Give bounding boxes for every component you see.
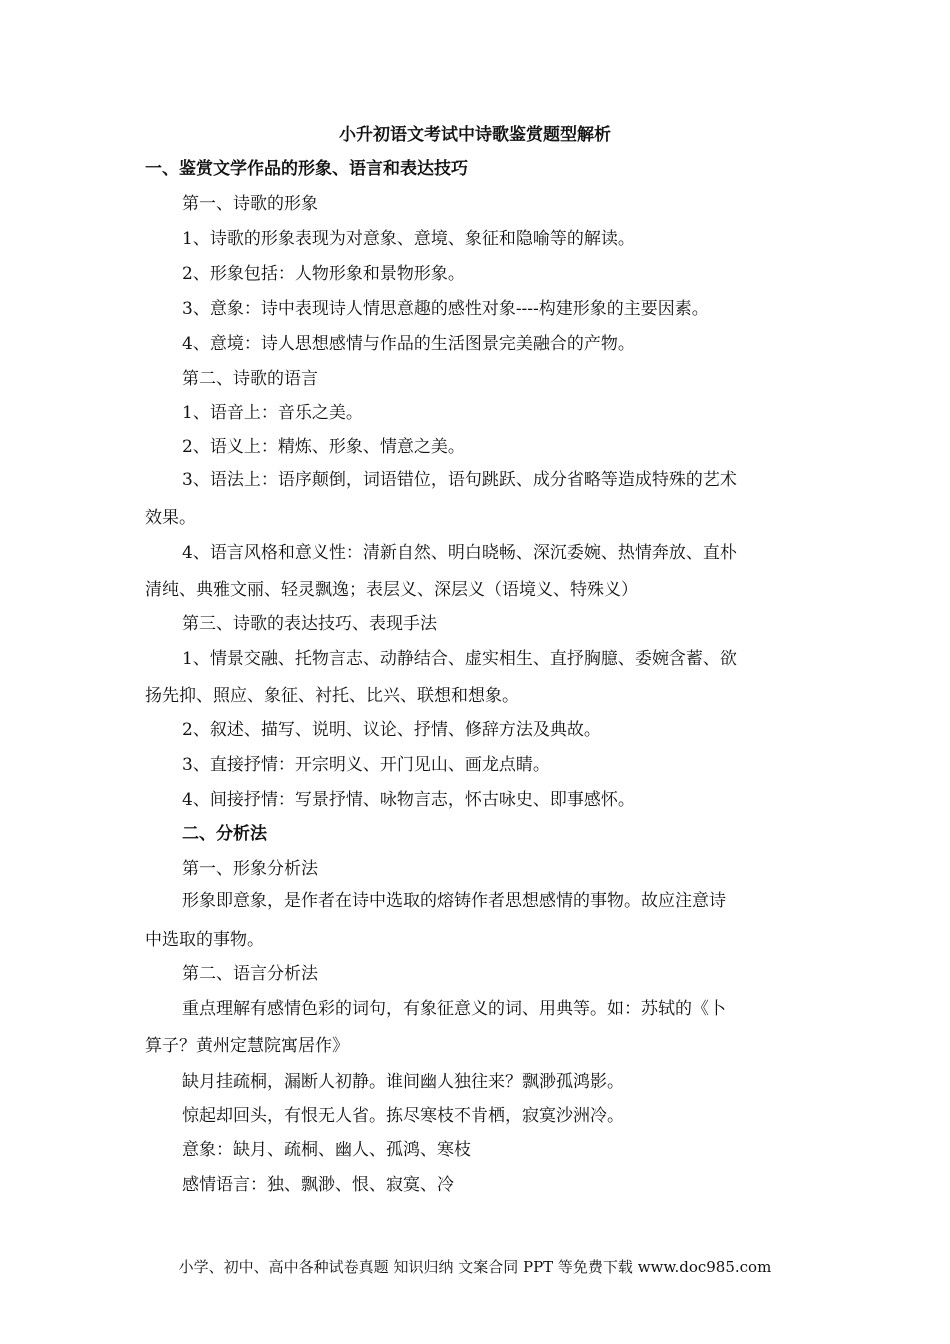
subsection-heading: 第二、诗歌的语言	[182, 369, 318, 389]
paragraph-line: 3、意象：诗中表现诗人情思意趣的感性对象----构建形象的主要因素。	[182, 299, 709, 319]
paragraph-line: 扬先抑、照应、象征、衬托、比兴、联想和想象。	[145, 686, 519, 706]
paragraph-line: 3、语法上：语序颠倒，词语错位，语句跳跃、成分省略等造成特殊的艺术	[182, 470, 737, 490]
paragraph-line: 2、形象包括：人物形象和景物形象。	[182, 264, 465, 284]
poem-line: 惊起却回头，有恨无人省。拣尽寒枝不肯栖，寂寞沙洲冷。	[182, 1106, 624, 1126]
page-title: 小升初语文考试中诗歌鉴赏题型解析	[339, 125, 611, 145]
paragraph-line: 4、间接抒情：写景抒情、咏物言志，怀古咏史、即事感怀。	[182, 790, 635, 810]
paragraph-line: 4、意境：诗人思想感情与作品的生活图景完美融合的产物。	[182, 334, 635, 354]
page-footer: 小学、初中、高中各种试卷真题 知识归纳 文案合同 PPT 等免费下载 www.doc985.com	[178, 1258, 772, 1276]
paragraph-line: 2、叙述、描写、说明、议论、抒情、修辞方法及典故。	[182, 720, 601, 740]
paragraph-line: 感情语言：独、飘渺、恨、寂寞、冷	[182, 1175, 454, 1195]
paragraph-line: 算子？黄州定慧院寓居作》	[145, 1036, 349, 1056]
poem-line: 缺月挂疏桐，漏断人初静。谁间幽人独往来？飘渺孤鸿影。	[182, 1072, 624, 1092]
paragraph-line: 1、语音上：音乐之美。	[182, 403, 363, 423]
subsection-heading: 第一、诗歌的形象	[182, 194, 318, 214]
paragraph-line: 意象：缺月、疏桐、幽人、孤鸿、寒枝	[182, 1140, 471, 1160]
subsection-heading: 第二、语言分析法	[182, 964, 318, 984]
paragraph-line: 中选取的事物。	[145, 930, 264, 950]
paragraph-line: 3、直接抒情：开宗明义、开门见山、画龙点睛。	[182, 755, 550, 775]
subsection-heading: 第一、形象分析法	[182, 859, 318, 879]
paragraph-line: 效果。	[145, 508, 196, 528]
paragraph-line: 重点理解有感情色彩的词句，有象征意义的词、用典等。如：苏轼的《卜	[182, 999, 726, 1019]
paragraph-line: 2、语义上：精炼、形象、情意之美。	[182, 437, 465, 457]
paragraph-line: 清纯、典雅文丽、轻灵飘逸；表层义、深层义（语境义、特殊义）	[145, 580, 638, 600]
paragraph-line: 1、诗歌的形象表现为对意象、意境、象征和隐喻等的解读。	[182, 229, 635, 249]
section-heading-1: 一、鉴赏文学作品的形象、语言和表达技巧	[145, 159, 468, 179]
subsection-heading: 第三、诗歌的表达技巧、表现手法	[182, 614, 437, 634]
paragraph-line: 1、情景交融、托物言志、动静结合、虚实相生、直抒胸臆、委婉含蓄、欲	[182, 649, 737, 669]
paragraph-line: 形象即意象，是作者在诗中选取的熔铸作者思想感情的事物。故应注意诗	[182, 891, 726, 911]
section-heading-2: 二、分析法	[182, 824, 267, 844]
paragraph-line: 4、语言风格和意义性：清新自然、明白晓畅、深沉委婉、热情奔放、直朴	[182, 543, 737, 563]
